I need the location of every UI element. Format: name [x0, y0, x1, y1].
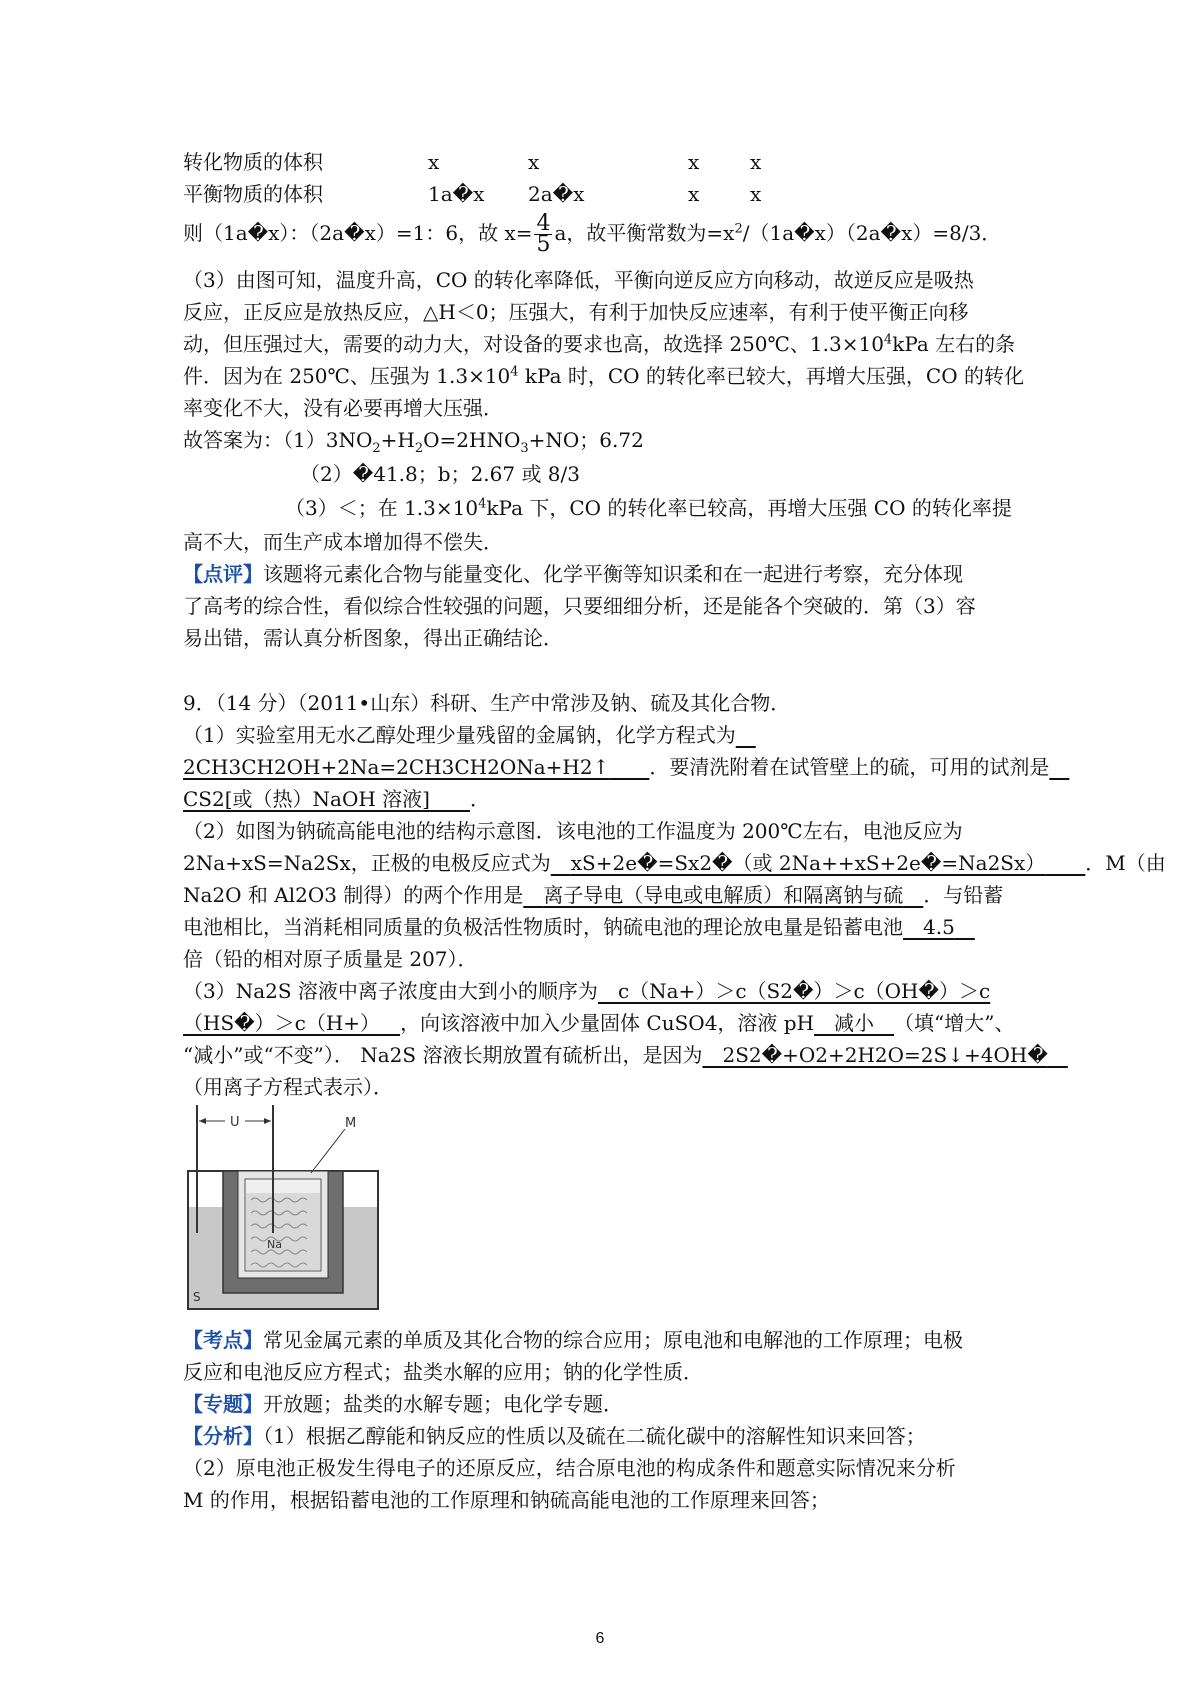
fenxi-line: （2）原电池正极发生得电子的还原反应，结合原电池的构成条件和题意实际情况来分析	[183, 1456, 956, 1480]
subscript: 3	[520, 441, 529, 456]
table-cell: x	[428, 150, 440, 174]
text: 件．因为在 250℃、压强为 1.3×10	[183, 364, 511, 388]
text: ．M（由	[1085, 851, 1166, 875]
answer-blank	[430, 787, 470, 811]
text: O=2HNO	[423, 428, 521, 452]
u-label: U	[230, 1115, 240, 1130]
question-line	[183, 753, 1069, 781]
answer-blank	[609, 755, 649, 779]
subscript: 2	[414, 441, 424, 456]
table-cell: 1a�x	[428, 182, 485, 206]
sodium-fill	[246, 1193, 320, 1270]
text: 该题将元素化合物与能量变化、化学平衡等知识柔和在一起进行考察，充分体现	[263, 562, 963, 586]
text: a，故平衡常数为=x	[554, 221, 735, 245]
answer-underlined: 离子导电（导电或电解质）和隔离钠与硫	[543, 883, 904, 907]
text: 2Na+xS=Na2Sx，正极的电极反应式为	[183, 851, 551, 875]
text: 常见金属元素的单质及其化合物的综合应用；原电池和电解池的工作原理；电极	[263, 1328, 963, 1352]
s-label: S	[193, 1290, 201, 1304]
table-cell: x	[750, 150, 762, 174]
superscript: 4	[883, 332, 893, 348]
text: （填“增大”、	[894, 1011, 1015, 1035]
row-label: 转化物质的体积	[183, 150, 323, 174]
answer-underlined: 2S2�+O2+2H2O=2S↓+4OH�	[722, 1043, 1048, 1067]
m-label: M	[345, 1116, 357, 1131]
answer-blank	[598, 979, 618, 1003]
text: 开放题；盐类的水解专题；电化学专题．	[263, 1392, 623, 1416]
question-line	[183, 849, 1166, 877]
text: +NO；6.72	[528, 428, 644, 452]
page-number: 6	[595, 1630, 605, 1647]
text: 则（1a�x）：（2a�x）=1：6，故 x=	[183, 221, 533, 245]
text: （1）实验室用无水乙醇处理少量残留的金属钠，化学方程式为	[183, 723, 736, 747]
superscript: 2	[734, 221, 743, 237]
fraction-numerator: 4	[536, 211, 551, 236]
table-cell: x	[750, 182, 762, 206]
text: kPa 时，CO 的转化率已较大，再增大压强，CO 的转化	[518, 364, 1024, 388]
answer-underlined: 减小	[834, 1011, 875, 1035]
text: ．与铅蓄	[923, 883, 1004, 907]
answer-blank	[702, 1043, 722, 1067]
answer-blank	[380, 1011, 400, 1035]
paragraph-line	[183, 330, 1015, 358]
answer-blank	[1045, 851, 1085, 875]
row-label: 平衡物质的体积	[183, 182, 323, 206]
answer-underlined: （HS�）＞c（H+）	[183, 1011, 381, 1035]
answer-blank	[874, 1011, 894, 1035]
answer-blank	[814, 1011, 834, 1035]
table-row-equilibrium	[183, 180, 762, 208]
arrow-head-right	[264, 1118, 271, 1124]
fenxi-line: M 的作用，根据铅蓄电池的工作原理和钠硫高能电池的工作原理来回答；	[183, 1488, 830, 1512]
answer-underlined: c（Na+）＞c（S2�）＞c（OH�）＞c	[617, 979, 991, 1003]
m-pointer	[311, 1129, 345, 1173]
comment-tag: 【点评】	[183, 562, 263, 586]
fraction	[534, 211, 552, 257]
paragraph-line: 反应，正反应是放热反应，△H＜0；压强大，有利于加快反应速率，有利于使平衡正向移	[183, 300, 969, 324]
question-line	[183, 1041, 1068, 1069]
superscript: 4	[510, 364, 519, 380]
answer-blank	[551, 851, 571, 875]
answer-underlined: CS2[或（热）NaOH 溶液]	[183, 787, 430, 811]
calculation-line	[183, 213, 1001, 255]
text: kPa 左右的条	[892, 332, 1016, 356]
answer-blank	[1048, 1043, 1068, 1067]
fenxi-line	[183, 1422, 926, 1450]
answer-line: 高不大，而生产成本增加得不偿失．	[183, 530, 503, 554]
question-line: 倍（铅的相对原子质量是 207）．	[183, 947, 478, 971]
table-cell: x	[688, 150, 700, 174]
zhuanti-tag: 【专题】	[183, 1392, 263, 1416]
text: ，向该溶液中加入少量固体 CuSO4，溶液 pH	[400, 1011, 815, 1035]
answer-blank	[736, 723, 756, 747]
text: kPa 下，CO 的转化率已较高，再增大压强 CO 的转化率提	[486, 496, 1012, 520]
text: /（1a�x）（2a�x）=8/3．	[742, 221, 1002, 245]
text: +H	[380, 428, 415, 452]
table-row-conversion	[183, 148, 762, 176]
paragraph-line: （3）由图可知，温度升高，CO 的转化率降低，平衡向逆反应方向移动，故逆反应是吸热	[183, 268, 974, 292]
comment-line: 了高考的综合性，看似综合性较强的问题，只要细细分析，还是能各个突破的．第（3）容	[183, 594, 976, 618]
question-line	[183, 977, 990, 1005]
question-title: 9．（14 分）（2011•山东）科研、生产中常涉及钠、硫及其化合物．	[183, 691, 791, 715]
kaodian-line	[183, 1326, 963, 1354]
question-line	[183, 881, 1003, 909]
answer-blank	[955, 915, 975, 939]
question-line	[183, 913, 975, 941]
question-line: （2）如图为钠硫高能电池的结构示意图．该电池的工作温度为 200℃左右，电池反应为	[183, 819, 963, 843]
table-cell: x	[688, 182, 700, 206]
answer-blank	[903, 883, 923, 907]
zhuanti-line	[183, 1390, 623, 1418]
text: 故答案为：（1）3NO	[183, 428, 373, 452]
kaodian-tag: 【考点】	[183, 1328, 263, 1352]
text: Na2O 和 Al2O3 制得）的两个作用是	[183, 883, 524, 907]
answer-line	[285, 494, 1012, 522]
comment-line: 易出错，需认真分析图象，得出正确结论．	[183, 626, 563, 650]
answer-underlined: xS+2e�=Sx2�（或 2Na++xS+2e�=Na2Sx）	[570, 851, 1046, 875]
answer-underlined: 2CH3CH2OH+2Na=2CH3CH2ONa+H2↑	[183, 755, 610, 779]
kaodian-line: 反应和电池反应方程式；盐类水解的应用；钠的化学性质．	[183, 1360, 703, 1384]
answer-blank	[523, 883, 543, 907]
subscript: 2	[372, 441, 381, 456]
na-label: Na	[267, 1238, 282, 1251]
text: （1）根据乙醇能和钠反应的性质以及硫在二硫化碳中的溶解性知识来回答；	[263, 1424, 926, 1448]
text: ．要清洗附着在试管壁上的硫，可用的试剂是	[649, 755, 1050, 779]
battery-diagram	[183, 1105, 383, 1315]
fenxi-tag: 【分析】	[183, 1424, 263, 1448]
paragraph-line: 率变化不大，没有必要再增大压强．	[183, 396, 503, 420]
fraction-denominator: 5	[536, 232, 551, 257]
text: 动，但压强过大，需要的动力大，对设备的要求也高，故选择 250℃、1.3×10	[183, 332, 884, 356]
comment-line	[183, 560, 963, 588]
superscript: 4	[478, 496, 487, 512]
arrow-head-left	[199, 1118, 206, 1124]
text: （3）Na2S 溶液中离子浓度由大到小的顺序为	[183, 979, 598, 1003]
text: 电池相比，当消耗相同质量的负极活性物质时，钠硫电池的理论放电量是铅蓄电池	[183, 915, 903, 939]
answer-blank	[903, 915, 923, 939]
answer-line	[183, 426, 644, 454]
answer-underlined: 4.5	[923, 915, 955, 939]
table-cell: x	[528, 150, 540, 174]
table-cell: 2a�x	[528, 182, 585, 206]
question-line: CS2[或（热）NaOH 溶液] ．	[183, 787, 490, 811]
answer-line: （2）�41.8；b；2.67 或 8/3	[300, 462, 580, 486]
question-line	[183, 721, 756, 749]
paragraph-line	[183, 362, 1024, 390]
question-line: （用离子方程式表示）．	[183, 1075, 393, 1099]
question-line	[183, 1009, 1014, 1037]
text: （3）＜；在 1.3×10	[285, 496, 479, 520]
text: “减小”或“不变”）． Na2S 溶液长期放置有硫析出，是因为	[183, 1043, 703, 1067]
answer-blank	[1049, 755, 1069, 779]
